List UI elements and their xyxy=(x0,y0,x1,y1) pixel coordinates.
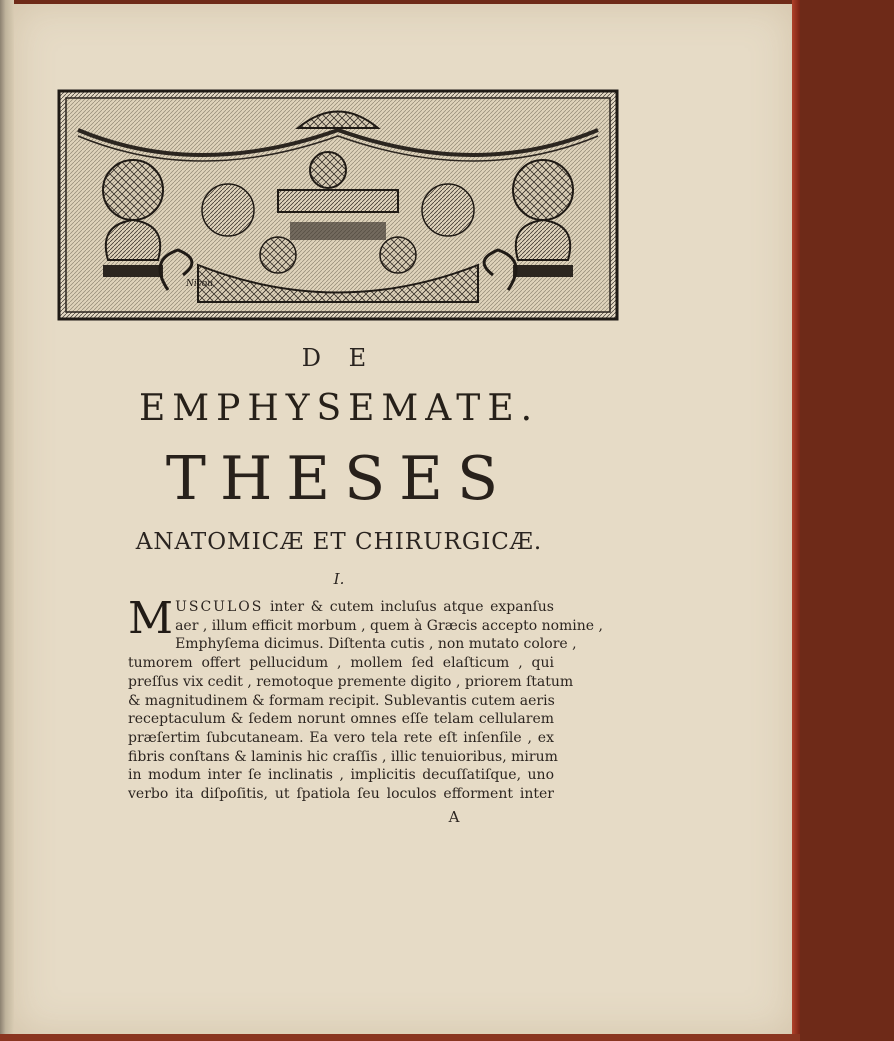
body-line: preſſus vix cedit , remotoque premente digito , priorem ſtatum xyxy=(128,673,574,690)
page-edge xyxy=(792,0,800,1041)
body-paragraph xyxy=(128,593,603,804)
drop-cap: M xyxy=(128,593,174,644)
body-line xyxy=(128,598,554,617)
title-emphysemate: EMPHYSEMATE. xyxy=(138,388,540,429)
book-gutter xyxy=(0,0,14,1041)
title-de: D E xyxy=(301,344,377,372)
body-line: aer , illum efficit morbum , quem à Græcis accepto nomine , xyxy=(175,617,603,634)
title-subtitle: ANATOMICÆ ET CHIRURGICÆ. xyxy=(135,529,543,555)
body-line-text: inter & cutem incluſus atque expanſus xyxy=(269,599,554,615)
first-word: USCULOS xyxy=(175,599,264,615)
section-number: I. xyxy=(333,570,345,588)
book-page xyxy=(14,4,792,1034)
page-bottom-edge xyxy=(0,1034,800,1041)
body-line: in modum inter ſe inclinatis , implicitis decuſſatiſque, uno xyxy=(128,767,554,784)
engraver-mark: Nicou xyxy=(186,279,214,289)
body-line: verbo ita diſpoſitis, ut ſpatiola ſeu loculos efforment inter xyxy=(128,786,554,803)
engraved-headpiece-ornament xyxy=(58,90,618,320)
body-line: Emphyſema dicimus. Diſtenta cutis , non mutato colore , xyxy=(175,636,577,653)
signature-mark: A xyxy=(448,808,460,826)
body-line: tumorem offert pellucidum , mollem ſed elaſticum , qui xyxy=(128,655,554,672)
body-line: & magnitudinem & formam recipit. Sublevantis cutem aeris xyxy=(128,692,555,709)
body-line: fibris conſtans & laminis hic craſſis , illic tenuioribus, mirum xyxy=(128,748,558,765)
body-line: præſertim ſubcutaneam. Ea vero tela rete eſt inſenſile , ex xyxy=(128,729,554,746)
title-theses: THESES xyxy=(165,444,513,514)
body-line: receptaculum & ſedem norunt omnes eſſe telam cellularem xyxy=(128,711,554,728)
